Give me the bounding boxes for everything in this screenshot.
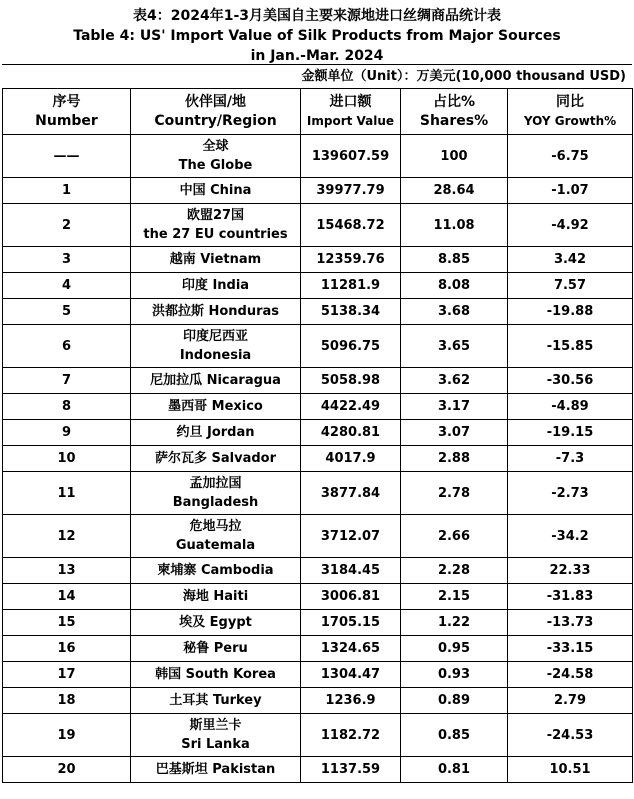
title-en-line1: Table 4: US' Import Value of Silk Products from Major Sources	[73, 28, 561, 44]
cell-share: 100	[401, 135, 508, 178]
cell-yoy: 10.51	[508, 757, 633, 783]
cell-number: 20	[3, 757, 131, 783]
country-name-line1: 中国 China	[179, 183, 252, 198]
cell-yoy: 3.42	[508, 247, 633, 273]
cell-number: 11	[3, 472, 131, 515]
country-name-line1: 柬埔寨 Cambodia	[157, 563, 274, 578]
cell-share: 28.64	[401, 178, 508, 204]
cell-import-value: 15468.72	[301, 204, 401, 247]
cell-country	[131, 636, 301, 662]
cell-import-value: 1182.72	[301, 714, 401, 757]
cell-share: 3.68	[401, 299, 508, 325]
header-country	[131, 89, 301, 135]
header-country-en: Country/Region	[154, 112, 277, 129]
cell-yoy: -24.53	[508, 714, 633, 757]
cell-yoy: 2.79	[508, 688, 633, 714]
cell-number: 13	[3, 558, 131, 584]
country-name-line1: 巴基斯坦 Pakistan	[155, 762, 276, 777]
table-row	[3, 610, 633, 636]
cell-country	[131, 584, 301, 610]
cell-import-value: 4017.9	[301, 446, 401, 472]
table-row	[3, 558, 633, 584]
header-number-cn: 序号	[52, 93, 81, 110]
cell-yoy: -19.15	[508, 420, 633, 446]
header-yoy-en: YOY Growth%	[523, 113, 617, 128]
cell-country	[131, 472, 301, 515]
cell-share: 0.85	[401, 714, 508, 757]
table-row	[3, 420, 633, 446]
table-row	[3, 247, 633, 273]
cell-import-value: 3184.45	[301, 558, 401, 584]
cell-share: 0.93	[401, 662, 508, 688]
table-row	[3, 368, 633, 394]
cell-country	[131, 299, 301, 325]
cell-share: 2.78	[401, 472, 508, 515]
cell-number: ——	[3, 135, 131, 178]
header-number	[3, 89, 131, 135]
country-name-line2: The Globe	[178, 158, 253, 173]
cell-country	[131, 420, 301, 446]
country-name-line2: the 27 EU countries	[143, 227, 288, 242]
cell-number: 16	[3, 636, 131, 662]
cell-country	[131, 662, 301, 688]
cell-country	[131, 178, 301, 204]
cell-share: 3.65	[401, 325, 508, 368]
header-share	[401, 89, 508, 135]
table-title	[2, 2, 632, 64]
country-name-line1: 墨西哥 Mexico	[168, 399, 263, 414]
country-name-line1: 韩国 South Korea	[155, 667, 276, 682]
cell-number: 14	[3, 584, 131, 610]
table-row	[3, 273, 633, 299]
cell-import-value: 1324.65	[301, 636, 401, 662]
cell-import-value: 12359.76	[301, 247, 401, 273]
cell-country	[131, 204, 301, 247]
header-number-en: Number	[35, 112, 98, 129]
cell-import-value: 1236.9	[301, 688, 401, 714]
cell-share: 2.66	[401, 515, 508, 558]
cell-share: 0.81	[401, 757, 508, 783]
cell-number: 8	[3, 394, 131, 420]
country-name-line1: 约旦 Jordan	[176, 425, 255, 440]
cell-share: 2.88	[401, 446, 508, 472]
header-share-cn: 占比%	[432, 93, 476, 110]
cell-import-value: 5096.75	[301, 325, 401, 368]
import-table	[2, 88, 633, 783]
country-name-line1: 埃及 Egypt	[179, 615, 252, 630]
table-row	[3, 299, 633, 325]
cell-number: 18	[3, 688, 131, 714]
cell-import-value: 5138.34	[301, 299, 401, 325]
cell-number: 4	[3, 273, 131, 299]
cell-share: 2.15	[401, 584, 508, 610]
country-name-line1: 秘鲁 Peru	[183, 641, 248, 656]
table-row	[3, 178, 633, 204]
cell-import-value: 4422.49	[301, 394, 401, 420]
cell-share: 8.85	[401, 247, 508, 273]
cell-number: 12	[3, 515, 131, 558]
table-row	[3, 515, 633, 558]
header-yoy-cn: 同比	[556, 93, 584, 110]
table-row	[3, 584, 633, 610]
cell-share: 3.17	[401, 394, 508, 420]
cell-yoy: -6.75	[508, 135, 633, 178]
cell-yoy: -33.15	[508, 636, 633, 662]
cell-country	[131, 273, 301, 299]
header-country-cn: 伙伴国/地	[184, 93, 247, 110]
table-row	[3, 472, 633, 515]
cell-country	[131, 368, 301, 394]
table-row	[3, 714, 633, 757]
title-en-line2: in Jan.-Mar. 2024	[250, 48, 384, 64]
cell-yoy: 22.33	[508, 558, 633, 584]
country-name-line1: 斯里兰卡	[189, 718, 242, 733]
cell-yoy: -30.56	[508, 368, 633, 394]
cell-country	[131, 610, 301, 636]
cell-country	[131, 446, 301, 472]
cell-import-value: 11281.9	[301, 273, 401, 299]
table-row	[3, 757, 633, 783]
cell-number: 17	[3, 662, 131, 688]
cell-share: 0.95	[401, 636, 508, 662]
cell-country	[131, 394, 301, 420]
table-row	[3, 446, 633, 472]
document-page	[2, 2, 632, 783]
table-row	[3, 394, 633, 420]
cell-yoy: -13.73	[508, 610, 633, 636]
cell-number: 6	[3, 325, 131, 368]
cell-country	[131, 558, 301, 584]
cell-import-value: 5058.98	[301, 368, 401, 394]
cell-number: 7	[3, 368, 131, 394]
cell-import-value: 39977.79	[301, 178, 401, 204]
cell-import-value: 1304.47	[301, 662, 401, 688]
cell-yoy: -31.83	[508, 584, 633, 610]
cell-country	[131, 688, 301, 714]
country-name-line1: 危地马拉	[189, 519, 242, 534]
table-row	[3, 204, 633, 247]
cell-yoy: -19.88	[508, 299, 633, 325]
cell-import-value: 4280.81	[301, 420, 401, 446]
cell-import-value: 139607.59	[301, 135, 401, 178]
cell-number: 3	[3, 247, 131, 273]
cell-yoy: -2.73	[508, 472, 633, 515]
cell-share: 0.89	[401, 688, 508, 714]
header-value-en: Import Value	[306, 113, 395, 128]
cell-yoy: -24.58	[508, 662, 633, 688]
country-name-line1: 越南 Vietnam	[169, 252, 262, 267]
cell-country	[131, 515, 301, 558]
country-name-line2: Sri Lanka	[181, 737, 250, 752]
table-row	[3, 636, 633, 662]
cell-number: 15	[3, 610, 131, 636]
country-name-line1: 印度尼西亚	[182, 329, 248, 344]
cell-yoy: -4.89	[508, 394, 633, 420]
cell-yoy: -1.07	[508, 178, 633, 204]
country-name-line1: 萨尔瓦多 Salvador	[154, 451, 276, 466]
cell-share: 11.08	[401, 204, 508, 247]
country-name-line1: 土耳其 Turkey	[169, 693, 262, 708]
cell-country	[131, 325, 301, 368]
country-name-line1: 孟加拉国	[189, 476, 242, 491]
cell-share: 2.28	[401, 558, 508, 584]
title-cn: 表4：2024年1-3月美国自主要来源地进口丝绸商品统计表	[133, 8, 501, 24]
cell-yoy: 7.57	[508, 273, 633, 299]
cell-number: 2	[3, 204, 131, 247]
cell-country	[131, 247, 301, 273]
header-value	[301, 89, 401, 135]
cell-number: 9	[3, 420, 131, 446]
header-value-cn: 进口额	[329, 93, 372, 110]
header-row	[3, 89, 633, 135]
cell-yoy: -34.2	[508, 515, 633, 558]
country-name-line1: 印度 India	[181, 278, 250, 293]
cell-country	[131, 135, 301, 178]
cell-yoy: -4.92	[508, 204, 633, 247]
country-name-line1: 欧盟27国	[186, 208, 245, 223]
cell-number: 1	[3, 178, 131, 204]
cell-import-value: 3712.07	[301, 515, 401, 558]
cell-import-value: 1137.59	[301, 757, 401, 783]
country-name-line1: 海地 Haiti	[182, 589, 249, 604]
cell-import-value: 1705.15	[301, 610, 401, 636]
cell-import-value: 3006.81	[301, 584, 401, 610]
table-row	[3, 662, 633, 688]
header-share-en: Shares%	[419, 112, 489, 129]
table-body	[3, 135, 633, 783]
country-name-line2: Bangladesh	[172, 495, 259, 510]
cell-share: 3.62	[401, 368, 508, 394]
cell-import-value: 3877.84	[301, 472, 401, 515]
cell-number: 10	[3, 446, 131, 472]
table-row	[3, 135, 633, 178]
unit-label: 金额单位（Unit）：万美元(10,000 thousand USD)	[2, 64, 632, 88]
country-name-line2: Guatemala	[175, 538, 256, 553]
cell-share: 8.08	[401, 273, 508, 299]
cell-yoy: -15.85	[508, 325, 633, 368]
country-name-line1: 全球	[202, 139, 229, 154]
cell-country	[131, 714, 301, 757]
cell-yoy: -7.3	[508, 446, 633, 472]
cell-share: 1.22	[401, 610, 508, 636]
country-name-line1: 尼加拉瓜 Nicaragua	[150, 373, 281, 388]
table-row	[3, 325, 633, 368]
country-name-line2: Indonesia	[179, 348, 252, 363]
cell-country	[131, 757, 301, 783]
cell-share: 3.07	[401, 420, 508, 446]
cell-number: 19	[3, 714, 131, 757]
country-name-line1: 洪都拉斯 Honduras	[151, 304, 280, 319]
header-yoy	[508, 89, 633, 135]
table-row	[3, 688, 633, 714]
cell-number: 5	[3, 299, 131, 325]
